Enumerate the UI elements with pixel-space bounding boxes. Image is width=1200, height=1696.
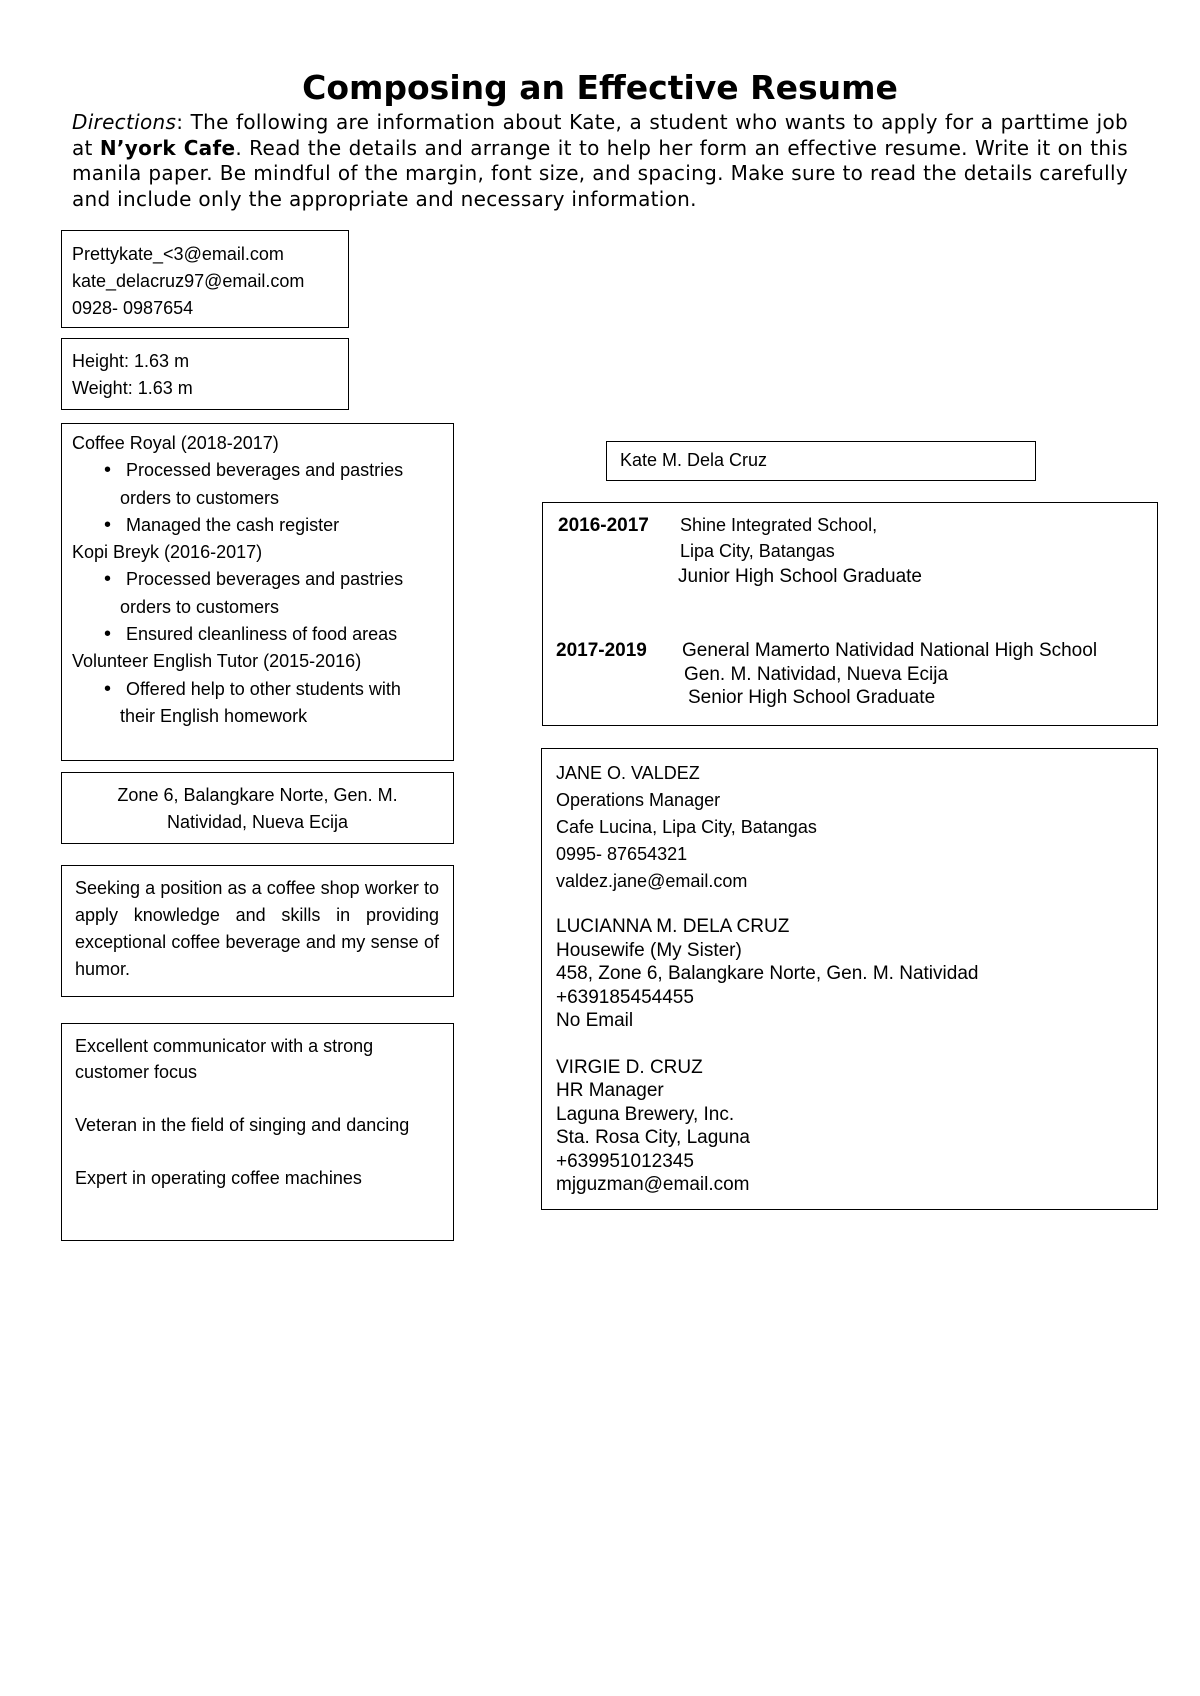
skill-item: Expert in operating coffee machines (75, 1168, 362, 1188)
contact-email-1: Prettykate_<3@email.com (72, 244, 284, 264)
job-duties (72, 676, 453, 731)
experience-box (61, 423, 454, 761)
physical-info-box (61, 338, 349, 410)
objective-box (61, 865, 454, 997)
contact-email-2: kate_delacruz97@email.com (72, 271, 305, 291)
reference-name: VIRGIE D. CRUZ (556, 1056, 703, 1078)
reference-email: No Email (556, 1010, 634, 1031)
job-title: Volunteer English Tutor (2015-2016) (72, 651, 362, 672)
reference-entry (556, 1056, 1157, 1197)
reference-email: valdez.jane@email.com (556, 871, 748, 891)
education-entry (680, 512, 877, 564)
reference-phone: +639951012345 (556, 1150, 694, 1172)
reference-address: 458, Zone 6, Balangkare Norte, Gen. M. Natividad (556, 963, 979, 984)
skill-item: Veteran in the field of singing and dancing (75, 1115, 410, 1135)
education-years: 2017-2019 (556, 640, 647, 661)
name-box (606, 441, 1036, 481)
reference-location: Sta. Rosa City, Laguna (556, 1127, 750, 1148)
school-name: Shine Integrated School, (680, 515, 878, 535)
objective-text: Seeking a position as a coffee shop worker to apply knowledge and skills in providing exceptional coffee beverage and my sense of humor. (75, 878, 439, 979)
contact-phone: 0928- 0987654 (72, 298, 194, 318)
education-box (542, 502, 1158, 726)
reference-name: LUCIANNA M. DELA CRUZ (556, 916, 790, 937)
job-title: Coffee Royal (2018-2017) (72, 433, 279, 453)
duty-item: • Ensured cleanliness of food areas (72, 621, 453, 648)
references-box (541, 748, 1158, 1210)
reference-phone: 0995- 87654321 (556, 844, 688, 864)
education-level: Senior High School Graduate (688, 687, 936, 708)
reference-phone: +639185454455 (556, 986, 694, 1008)
reference-position: HR Manager (556, 1080, 664, 1101)
reference-entry (556, 915, 1157, 1033)
job-title: Kopi Breyk (2016-2017) (72, 542, 263, 563)
duty-item: • Managed the cash register (72, 512, 453, 539)
reference-company: Cafe Lucina, Lipa City, Batangas (556, 817, 817, 837)
skill-item: Excellent communicator with a strong customer focus (75, 1036, 374, 1082)
cafe-name: N’york Cafe (99, 135, 236, 160)
contact-box (61, 230, 349, 328)
reference-position: Housewife (My Sister) (556, 939, 742, 961)
education-level: Junior High School Graduate (678, 566, 922, 587)
job-duties (72, 457, 453, 539)
reference-company: Laguna Brewery, Inc. (556, 1103, 735, 1125)
directions-paragraph (72, 110, 1128, 212)
address-line-2: Natividad, Nueva Ecija (166, 812, 349, 832)
full-name: Kate M. Dela Cruz (620, 450, 768, 470)
address-line-1: Zone 6, Balangkare Norte, Gen. M. (117, 785, 398, 805)
school-location: Lipa City, Batangas (680, 541, 835, 561)
school-name: General Mamerto Natividad National High School (682, 640, 1098, 661)
reference-email: mjguzman@email.com (556, 1174, 750, 1195)
address-box (61, 772, 454, 844)
height-text: Height: 1.63 m (72, 351, 190, 371)
reference-position: Operations Manager (556, 790, 721, 810)
education-entry (682, 639, 1097, 710)
duty-item: • Processed beverages and pastries orders to customers (72, 566, 453, 621)
reference-entry (556, 760, 1157, 895)
directions-text-2: . Read the details and arrange it to help her form an effective resume. Write it on this manila paper. Be mindful of the margin, font size, and spacing. Make sure to read the details carefully and include only the appropriate and necessary information. (72, 135, 1128, 211)
directions-text-1: : The following are information about Kate, a student who wants to apply for a parttime job at (72, 110, 1128, 160)
education-years: 2016-2017 (558, 515, 649, 536)
skills-box (61, 1023, 454, 1241)
page-title: Composing an Effective Resume (302, 68, 898, 107)
weight-text: Weight: 1.63 m (72, 378, 193, 398)
duty-item: • Processed beverages and pastries orders to customers (72, 457, 453, 512)
duty-item: • Offered help to other students with their English homework (72, 676, 453, 731)
reference-name: JANE O. VALDEZ (556, 763, 700, 783)
job-duties (72, 566, 453, 648)
directions-label: Directions (72, 110, 177, 134)
school-location: Gen. M. Natividad, Nueva Ecija (684, 663, 949, 685)
